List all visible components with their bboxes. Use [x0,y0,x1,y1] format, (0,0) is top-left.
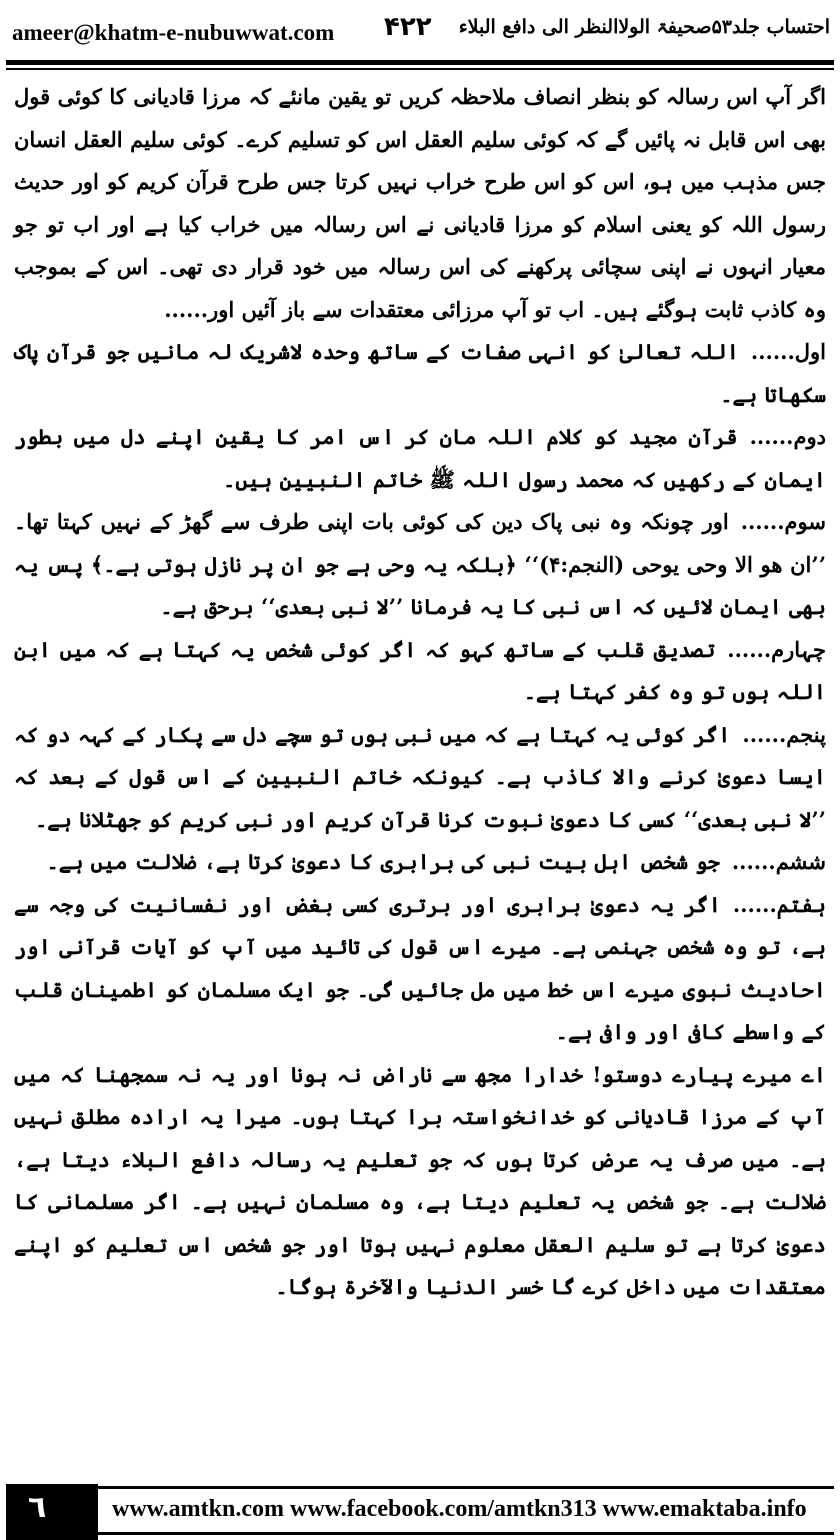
page-body [14,76,826,1309]
point-4 [14,629,826,714]
closing-paragraph: اے میرے پیارے دوستو! خدارا مجھ سے ناراض نہ ہونا اور یہ نہ سمجھنا کہ میں آپ کے مرزا قادیانی کو خدانخواستہ برا کہتا ہوں۔ میرا یہ ارادہ مطلق نہیں ہے۔ میں صرف یہ عرض کرتا ہوں کہ جو تعلیم یہ رسالہ دافع البلاء دیتا ہے، ضلالت ہے۔ جو شخص یہ تعلیم دیتا ہے، وہ مسلمان نہیں ہے۔ اگر مسلمانی کا دعویٰ کرتا ہے تو سلیم العقل معلوم نہیں ہوتا اور جو شخص اس تعلیم کو اپنے معتقدات میں داخل کرے گا خسر الدنیا والآخرۃ ہوگا۔ [14,1061,826,1299]
point-2-label: دوم...... [749,424,826,449]
point-7-label: ہفتم...... [732,891,826,917]
point-6-text: جو شخص اہل بیت نبی کی برابری کا دعویٰ کرتا ہے، ضلالت میں ہے۔ [46,849,720,874]
point-5 [14,714,826,842]
point-4-text: تصدیق قلب کے ساتھ کہو کہ اگر کوئی شخص یہ کہتا ہے کہ میں ابن اللہ ہوں تو وہ کفر کہتا ہے۔ [14,636,826,704]
point-6 [14,841,826,884]
header-title: احتساب جلد۵۳صحیفۃ الولاالنظر الی دافع البلاء [458,16,830,38]
footer-rule-top [98,1486,834,1489]
footer-links: www.amtkn.com www.facebook.com/amtkn313 www.emaktaba.info [112,1496,807,1522]
point-6-label: ششم...... [731,849,826,874]
point-5-label: پنجم...... [742,721,826,747]
point-7 [14,884,826,1054]
point-2 [14,416,826,501]
point-3-label: سوم...... [740,509,826,534]
header-rule-thin [6,68,834,70]
header-page-number: ۴۲۲ [384,12,432,42]
point-1-label: اول...... [750,339,826,364]
point-4-label: چہارم...... [727,636,826,662]
footer-page-number: ٦ [28,1490,47,1525]
point-7-text: اگر یہ دعویٰ برابری اور برتری کسی بغض اور نفسانیت کی وجہ سے ہے، تو وہ شخص جہنمی ہے۔ میرے اس قول کی تائید میں آپ کو آیات قرآنی اور احادیث نبوی میرے اس خط میں مل جائیں گی۔ جو ایک مسلمان کو اطمینان قلب کے واسطے کافی اور وافی ہے۔ [14,891,826,1044]
point-1 [14,331,826,416]
point-1-text: اللہ تعالیٰ کو انہی صفات کے ساتھ وحدہ لاشریک لہ مانیں جو قرآن پاک سکھاتا ہے۔ [14,339,826,407]
header-email: ameer@khatm-e-nubuwwat.com [12,20,335,45]
page-header [0,0,840,62]
point-3-text: اور چونکہ وہ نبی پاک دین کی کوئی بات اپنی طرف سے گھڑ کے نہیں کہتا تھا۔ ’’ان ھو الا وحی یوحی (النجم:۴)‘‘ ﴿بلکہ یہ وحی ہے جو ان پر نازل ہوتی ہے۔﴾ پس یہ بھی ایمان لائیں کہ اس نبی کا یہ فرمانا ’’لا نبی بعدی‘‘ برحق ہے۔ [14,509,827,619]
point-2-text: قرآن مجید کو کلام اللہ مان کر اس امر کا یقین اپنے دل میں بطور ایمان کے رکھیں کہ محمد رسول اللہ ﷺ خاتم النبیین ہیں۔ [14,424,826,492]
point-5-text: اگر کوئی یہ کہتا ہے کہ میں نبی ہوں تو سچے دل سے پکار کے کہہ دو کہ ایسا دعویٰ کرنے والا کاذب ہے۔ کیونکہ خاتم النبیین کے اس قول کے بعد کہ ’’لا نبی بعدی‘‘ کسی کا دعویٰ نبوت کرنا قرآن کریم اور نبی کریم کو جھٹلانا ہے۔ [14,721,826,832]
footer-page-box [6,1484,98,1540]
header-rule-thick [6,60,834,65]
point-3 [14,501,826,629]
page-footer [0,1476,840,1540]
footer-rule-bottom [98,1532,834,1535]
intro-paragraph: اگر آپ اس رسالہ کو بنظر انصاف ملاحظہ کریں تو یقین مانئے کہ مرزا قادیانی کا کوئی قول بھی اس قابل نہ پائیں گے کہ کوئی سلیم العقل اس کو تسلیم کرے۔ کوئی سلیم العقل انسان جس مذہب میں ہو، اس کو اس طرح خراب نہیں کرتا جس طرح قرآن کریم کو اور حدیث رسول اللہ کو یعنی اسلام کو مرزا قادیانی نے اس رسالہ میں خراب کیا ہے اور اب تو جو معیار انہوں نے اپنی سچائی پرکھنے کی اس رسالہ میں خود قرار دی تھی۔ اس کے بموجب وہ کاذب ثابت ہوگئے ہیں۔ اب تو آپ مرزائی معتقدات سے باز آئیں اور...... [14,84,826,322]
